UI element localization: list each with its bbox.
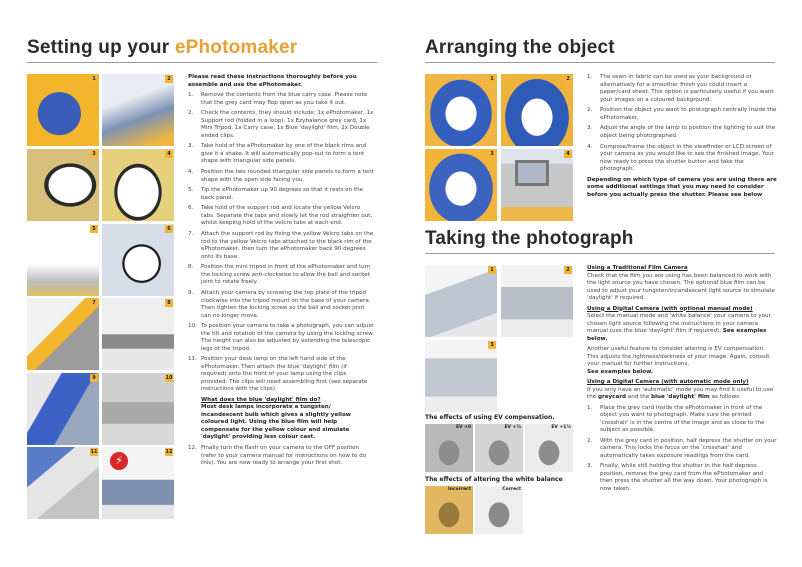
step-text: Finally turn the flash on your camera to the OFF position (refer to your camera manual for instructions on how to do this). You are now ready to arrange your first shot.: [201, 445, 367, 467]
brand-name: ePhotomaker: [174, 37, 298, 58]
step-text: Take hold of the support rod and locate the yellow Velcro tabs. Separate the tabs and slowly let the rod straighten out, whilst keeping hold of the velcro tabs at each end.: [201, 205, 373, 227]
list-item: [587, 405, 777, 435]
daylight-film-answer: Most desk lamps incorporate a tungsten/ incandescent bulb which gives a slightly yellow coloured light. Using the blue film will help compensate for the yellow colour and simulate 'daylight' providing less colour cast.: [201, 404, 351, 441]
ev-label: EV +1½: [551, 425, 571, 430]
photo-number-badge: 1: [488, 266, 496, 274]
camera-lcd-screen: [515, 160, 549, 186]
setup-photo-9: [27, 373, 99, 445]
step-text: Position your desk lamp on the left hand side of the ePhotomaker. Then attach the blue 'daylight' film (if required) onto the front of your lamp using the clips provided. The clips will need assembling first (see separate instructions with the clips).: [201, 356, 368, 393]
step-text: Attach the support rod by fixing the yellow Velcro tabs on the rod to the yellow Velcro tabs attached to the black rim of the ePhotomaker, then turn the ePhotomaker back 90 degrees onto its base.: [201, 231, 374, 260]
step-number: 9.: [188, 290, 194, 296]
list-item: [587, 144, 777, 174]
step-text: Tip the ePhotomaker up 90 degrees so that it rests on the back panel.: [201, 187, 364, 201]
step-number: 11.: [188, 356, 197, 363]
step-number: 1.: [587, 404, 593, 411]
film-camera-heading: Using a Traditional Film Camera: [587, 265, 688, 271]
step-number: 2.: [587, 107, 593, 114]
list-item: [188, 187, 374, 202]
photo-number-badge: 6: [165, 225, 173, 233]
photo-number-badge: 1: [90, 75, 98, 83]
step-text: Place the grey card inside the ePhotomaker in front of the object you want to photograph. Make sure the printed 'crosshair' is in the centre of the image and as close to the subject as possible.: [600, 404, 765, 433]
manual-camera-text: Select the manual mode and 'white balance' your camera to your chosen light source following the instructions in your camera manual (use the blue 'daylight' film if required). See examples below.: [587, 313, 771, 342]
step-number: 4.: [188, 169, 194, 176]
step-text: Position the mini tripod in front of the ePhotomaker and turn the locking screw anti-clockwise to allow the ball and socket joint to rotate freely.: [201, 264, 371, 286]
arrange-steps-list: [587, 74, 777, 174]
arrange-note: Depending on which type of camera you are using there are some additional settings that you may need to consider before you actually press the shutter. Please see below: [587, 176, 777, 198]
step-text: Position the object you want to photograph centrally inside the ePhotomaker.: [600, 107, 777, 121]
setup-photo-7: [27, 298, 99, 370]
photo-number-badge: 4: [564, 150, 572, 158]
step-text: Take hold of the ePhotomaker by one of the black rims and give it a shake. It will automatically pop-out to form a tent shape with triangular side panels.: [201, 143, 367, 165]
auto-steps-list: [587, 405, 777, 494]
photo-number-badge: 7: [90, 299, 98, 307]
list-item: [587, 74, 777, 104]
step-number: 5.: [188, 187, 194, 194]
list-item: [188, 356, 374, 442]
ev-label: EV +0: [455, 425, 471, 430]
setup-photo-3: [27, 149, 99, 221]
setup-photo-2: [102, 74, 174, 146]
arrange-photo-3: [425, 149, 497, 221]
step-number: 12.: [188, 445, 197, 452]
auto-camera-text: If you only have an 'automatic' mode you may find it useful to use the greycard and the blue 'daylight' film as follows:: [587, 386, 774, 400]
step-number: 2.: [188, 110, 194, 117]
step-text: Adjust the angle of the lamp to position the lighting to suit the object being photographed.: [600, 125, 776, 139]
list-item: [587, 463, 777, 493]
page-title-taking: Taking the photograph: [425, 228, 634, 249]
ev-feature-text: Another useful feature to consider altering is EV compensation. This adjusts the lightness/darkness of your image. Again, consult your manual for further instructions. See examples below.: [587, 346, 770, 375]
ev-label: EV +½: [504, 425, 521, 430]
setup-photo-4: [102, 149, 174, 221]
step-number: 8.: [188, 264, 194, 271]
step-text: With the grey card in position, half depress the shutter on your camera. This locks the focus on the 'crosshair' and automatically takes exposure readings from the card.: [600, 437, 777, 459]
photo-number-badge: 5: [90, 225, 98, 233]
list-item: [188, 445, 374, 468]
setup-steps-list: [188, 92, 374, 468]
setup-photo-10: [102, 373, 174, 445]
step-number: 7.: [188, 231, 194, 238]
setup-photo-8: [102, 298, 174, 370]
list-item: [188, 231, 374, 261]
photo-number-badge: 12: [165, 449, 173, 455]
taking-photo-2: [501, 265, 573, 337]
taking-rule: [425, 253, 775, 254]
step-text: Check the contents, they should include: 1x ePhotomaker, 1x Support rod (folded in a loop), 1x Ezybalance grey card, 1x Mini Tripod, 1x Carry case, 1x Blue 'daylight' film, 2x Double ended clips.: [201, 110, 374, 139]
wb-example-photo-1: [425, 486, 473, 534]
step-number: 4.: [587, 143, 593, 150]
step-text: The sewn in fabric can be used as your background or alternatively for a smoother finish you could insert a paper/card sheet. This option is particularly useful if you want your images on a coloured background.: [600, 74, 774, 103]
ev-caption: The effects of using EV compensation.: [425, 414, 555, 421]
photo-number-badge: 4: [165, 150, 173, 158]
step-number: 3.: [587, 463, 593, 470]
list-item: [188, 169, 374, 184]
step-number: 1.: [587, 74, 593, 80]
daylight-film-question: What does the blue 'daylight' film do?: [201, 396, 321, 403]
step-number: 6.: [188, 205, 194, 212]
setup-photo-11: [27, 447, 99, 519]
step-text: Position the two rounded triangular side panels to form a tent shape with the open side facing you.: [201, 169, 374, 183]
setup-photo-5: [27, 224, 99, 296]
taking-photo-3: [425, 340, 497, 412]
taking-photo-1: [425, 265, 497, 337]
list-item: [188, 92, 374, 107]
auto-camera-heading: Using a Digital Camera (with automatic mode only): [587, 379, 749, 385]
flash-off-icon: ⚡: [110, 452, 128, 470]
photo-number-badge: 8: [165, 299, 173, 307]
setup-photo-6: [102, 224, 174, 296]
manual-camera-heading: Using a Digital Camera (with optional manual mode): [587, 305, 753, 312]
list-item: [188, 290, 374, 320]
list-item: [188, 143, 374, 166]
wb-label: Incorrect: [448, 487, 471, 492]
photo-number-badge: 3: [90, 150, 98, 158]
intro-text: Please read these instructions thoroughly before you assemble and use the ePhotomaker.: [188, 74, 357, 88]
wb-caption: The effects of altering the white balance: [425, 476, 563, 483]
photo-number-badge: 2: [165, 75, 173, 83]
photo-number-badge: 11: [90, 449, 98, 455]
wb-example-photo-2: [475, 486, 523, 534]
page-title-setup: Setting up your ePhotomaker: [27, 37, 298, 58]
photo-number-badge: 10: [165, 375, 173, 381]
list-item: [188, 110, 374, 140]
step-text: Compose/frame the object in the viewfinder or LCD screen of your camera as you would like to see the finished image. Your now ready to press the shutter button and take the photograph.: [600, 143, 774, 173]
arrange-rule: [425, 62, 775, 63]
ev-example-photo-3: [525, 424, 573, 472]
photo-number-badge: 2: [564, 266, 572, 274]
list-item: [587, 107, 777, 122]
step-number: 3.: [188, 143, 194, 150]
step-number: 3.: [587, 125, 593, 132]
list-item: [188, 205, 374, 228]
step-number: 1.: [188, 92, 194, 98]
list-item: [587, 438, 777, 461]
taking-instructions: [587, 265, 777, 497]
step-text: To position your camera to take a photograph, you can adjust the tilt and rotation of the camera by using the locking screw. The height can also be adjusted by extending the telescopic legs of the tripod.: [201, 323, 374, 352]
ev-example-photo-2: [475, 424, 523, 472]
arrange-photo-1: [425, 74, 497, 146]
ev-example-photo-1: [425, 424, 473, 472]
arrange-instructions: [587, 74, 777, 202]
list-item: [587, 125, 777, 140]
right-page: [401, 0, 802, 567]
step-text: Remove the contents from the blue carry case. Please note that the grey card may flop open as you take it out.: [201, 92, 368, 106]
photo-number-badge: 3: [488, 150, 496, 158]
setup-instructions: [188, 74, 374, 471]
photo-number-badge: 3: [488, 341, 496, 349]
arrange-photo-2: [501, 74, 573, 146]
list-item: [188, 323, 374, 353]
title-rule: [27, 62, 377, 63]
photo-number-badge: 1: [488, 75, 496, 83]
page-title-arrange: Arranging the object: [425, 37, 615, 58]
step-text: Attach your camera by screwing the top plate of the tripod clockwise into the tripod mount on the base of your camera. Then tighten the locking screw so the ball and socket joint can no longer move.: [201, 290, 371, 319]
wb-label: Correct: [502, 487, 521, 492]
step-number: 10.: [188, 323, 197, 330]
step-number: 2.: [587, 437, 593, 444]
photo-number-badge: 9: [90, 374, 98, 382]
list-item: [188, 264, 374, 287]
setup-photo-1: [27, 74, 99, 146]
step-text: Finally, while still holding the shutter in the half depress position, remove the grey card from the ePhotomaker and then press the shutter all the way down. Your photograph is now taken.: [600, 463, 768, 492]
photo-number-badge: 2: [564, 75, 572, 83]
film-camera-text: Check that the film you are using has been balanced to work with the light source you have chosen. The optional blue film can be used to adjust your tungsten/incandescent light source to simulate 'daylight' if required.: [587, 272, 775, 301]
